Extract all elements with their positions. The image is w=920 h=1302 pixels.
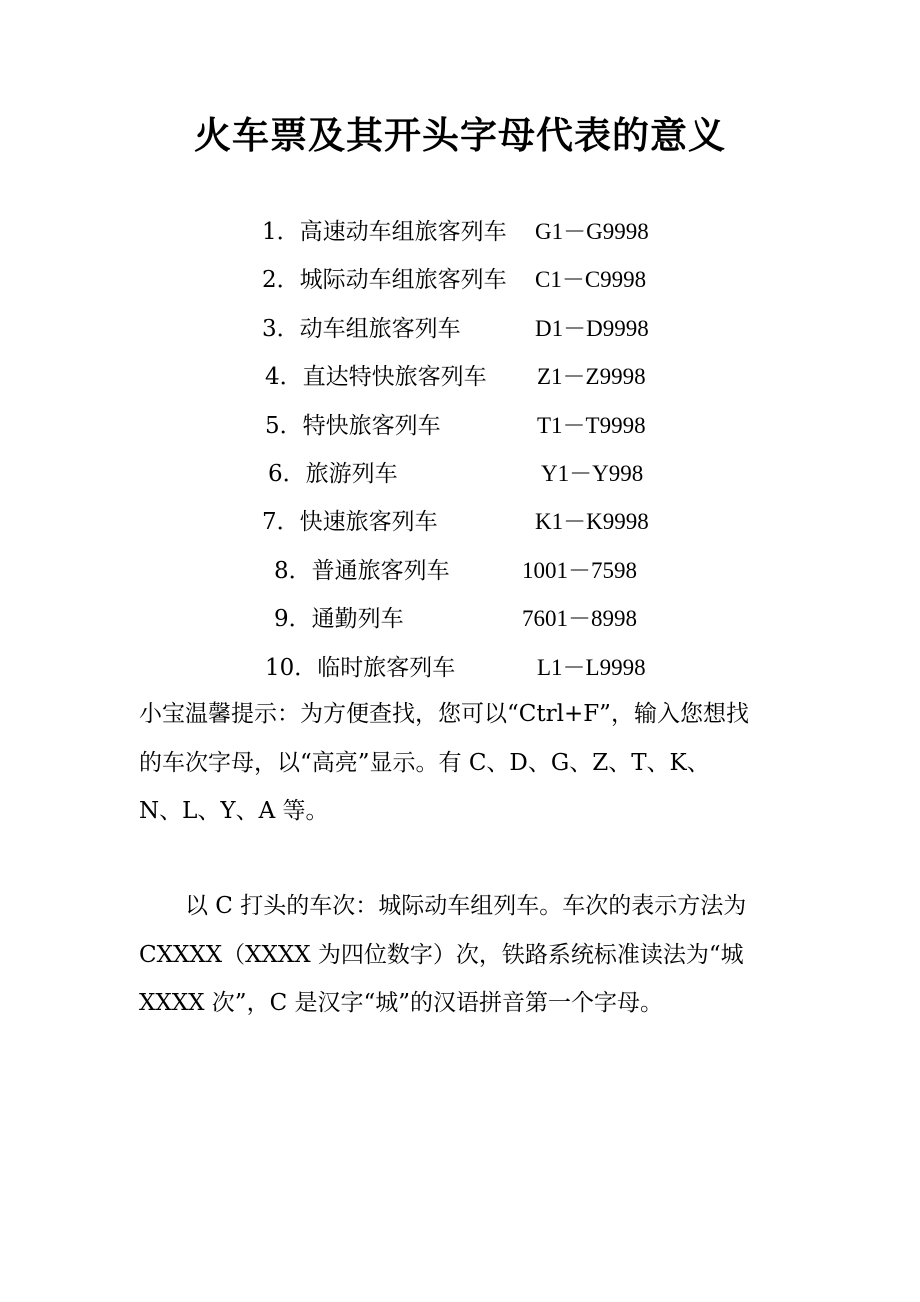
train-number-range: L1－L9998: [537, 654, 646, 680]
train-type-label: 2．城际动车组旅客列车: [262, 267, 507, 294]
tip-line: 小宝温馨提示：为方便查找，您可以“Ctrl+F”，输入您想找: [139, 701, 749, 727]
train-type-label: 7．快速旅客列车: [262, 509, 438, 536]
train-type-list: [0, 208, 920, 692]
tip-line: 的车次字母，以“高亮”显示。有 C、D、G、Z、T、K、: [139, 749, 710, 776]
list-item: [0, 644, 920, 692]
list-item: [0, 208, 920, 256]
train-number-range: K1－K9998: [535, 509, 649, 535]
tip-line: N、L、Y、A 等。: [139, 798, 329, 824]
c-train-paragraph: [139, 882, 789, 1028]
train-type-label: 5．特快旅客列车: [265, 412, 441, 439]
list-item: [0, 402, 920, 450]
train-number-range: G1－G9998: [535, 219, 649, 244]
train-number-range: T1－T9998: [537, 412, 646, 438]
list-item: [0, 498, 920, 546]
train-number-range: D1－D9998: [535, 315, 649, 341]
list-item: [0, 595, 920, 643]
train-type-label: 4．直达特快旅客列车: [265, 364, 487, 391]
list-item: [0, 353, 920, 401]
list-item: [0, 450, 920, 498]
train-type-label: 3．动车组旅客列车: [262, 315, 461, 342]
train-type-label: 1．高速动车组旅客列车: [262, 219, 507, 245]
train-type-label: 6．旅游列车: [268, 460, 398, 487]
train-number-range: Y1－Y998: [541, 460, 644, 486]
train-type-label: 10．临时旅客列车: [265, 654, 456, 681]
c-train-line: CXXXX（XXXX 为四位数字）次，铁路系统标准读法为“城: [139, 941, 744, 968]
c-train-line: 以 C 打头的车次：城际动车组列车。车次的表示方法为: [139, 893, 747, 919]
train-type-label: 9．通勤列车: [274, 606, 404, 633]
train-number-range: Z1－Z9998: [537, 364, 646, 390]
train-number-range: 1001－7598: [522, 557, 637, 583]
c-train-line: XXXX 次”，C 是汉字“城”的汉语拼音第一个字母。: [139, 990, 663, 1016]
list-item: [0, 256, 920, 304]
train-number-range: C1－C9998: [535, 267, 647, 293]
train-type-label: 8．普通旅客列车: [274, 557, 450, 584]
list-item: [0, 547, 920, 595]
train-number-range: 7601－8998: [522, 606, 637, 632]
list-item: [0, 305, 920, 353]
tip-paragraph: [139, 690, 789, 836]
document-title: 火车票及其开头字母代表的意义: [194, 114, 726, 157]
